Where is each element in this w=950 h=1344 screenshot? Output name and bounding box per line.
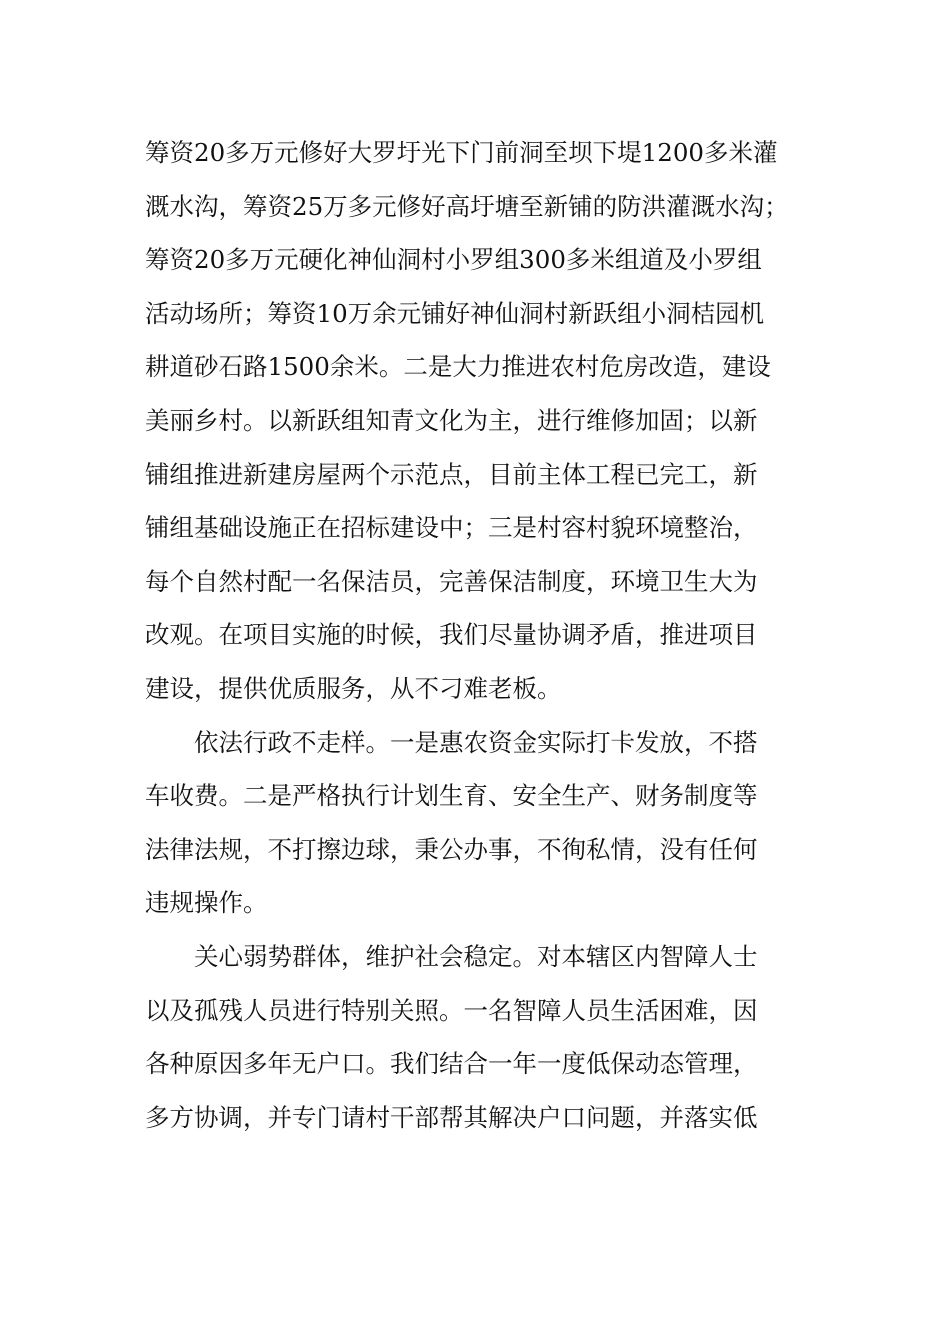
- text-line: 筹资20多万元修好大罗圩光下门前洞至坝下堤1200多米灌: [145, 138, 778, 167]
- text-line: 多方协调，并专门请村干部帮其解决户口问题，并落实低: [145, 1102, 758, 1132]
- text-line: 活动场所；筹资10万余元铺好神仙洞村新跃组小洞桔园机: [145, 298, 765, 328]
- text-line: 铺组基础设施正在招标建设中；三是村容村貌环境整治，: [145, 513, 758, 543]
- text-line: 法律法规，不打擦边球，秉公办事，不徇私情，没有任何: [145, 834, 758, 864]
- text-line: 溉水沟，筹资25万多元修好高圩塘至新铺的防洪灌溉水沟；: [145, 191, 789, 221]
- text-line: 车收费。二是严格执行计划生育、安全生产、财务制度等: [145, 781, 758, 811]
- text-line: 每个自然村配一名保洁员，完善保洁制度，环境卫生大为: [145, 566, 758, 596]
- text-line: 关心弱势群体，维护社会稳定。对本辖区内智障人士: [145, 941, 758, 971]
- body-text: [145, 126, 835, 1144]
- text-line: 以及孤残人员进行特别关照。一名智障人员生活困难，因: [145, 995, 758, 1025]
- text-line: 美丽乡村。以新跃组知青文化为主，进行维修加固；以新: [145, 405, 758, 435]
- text-line: 建设，提供优质服务，从不刁难老板。: [145, 673, 562, 703]
- text-line: 违规操作。: [145, 888, 268, 918]
- text-line: 改观。在项目实施的时候，我们尽量协调矛盾，推进项目: [145, 620, 758, 650]
- text-line: 耕道砂石路1500余米。二是大力推进农村危房改造，建设: [145, 352, 771, 382]
- text-line: 铺组推进新建房屋两个示范点，目前主体工程已完工，新: [145, 459, 758, 489]
- text-line: 各种原因多年无户口。我们结合一年一度低保动态管理，: [145, 1049, 758, 1079]
- text-line: 依法行政不走样。一是惠农资金实际打卡发放，不搭: [145, 727, 758, 757]
- text-line: 筹资20多万元硬化神仙洞村小罗组300多米组道及小罗组: [145, 245, 762, 275]
